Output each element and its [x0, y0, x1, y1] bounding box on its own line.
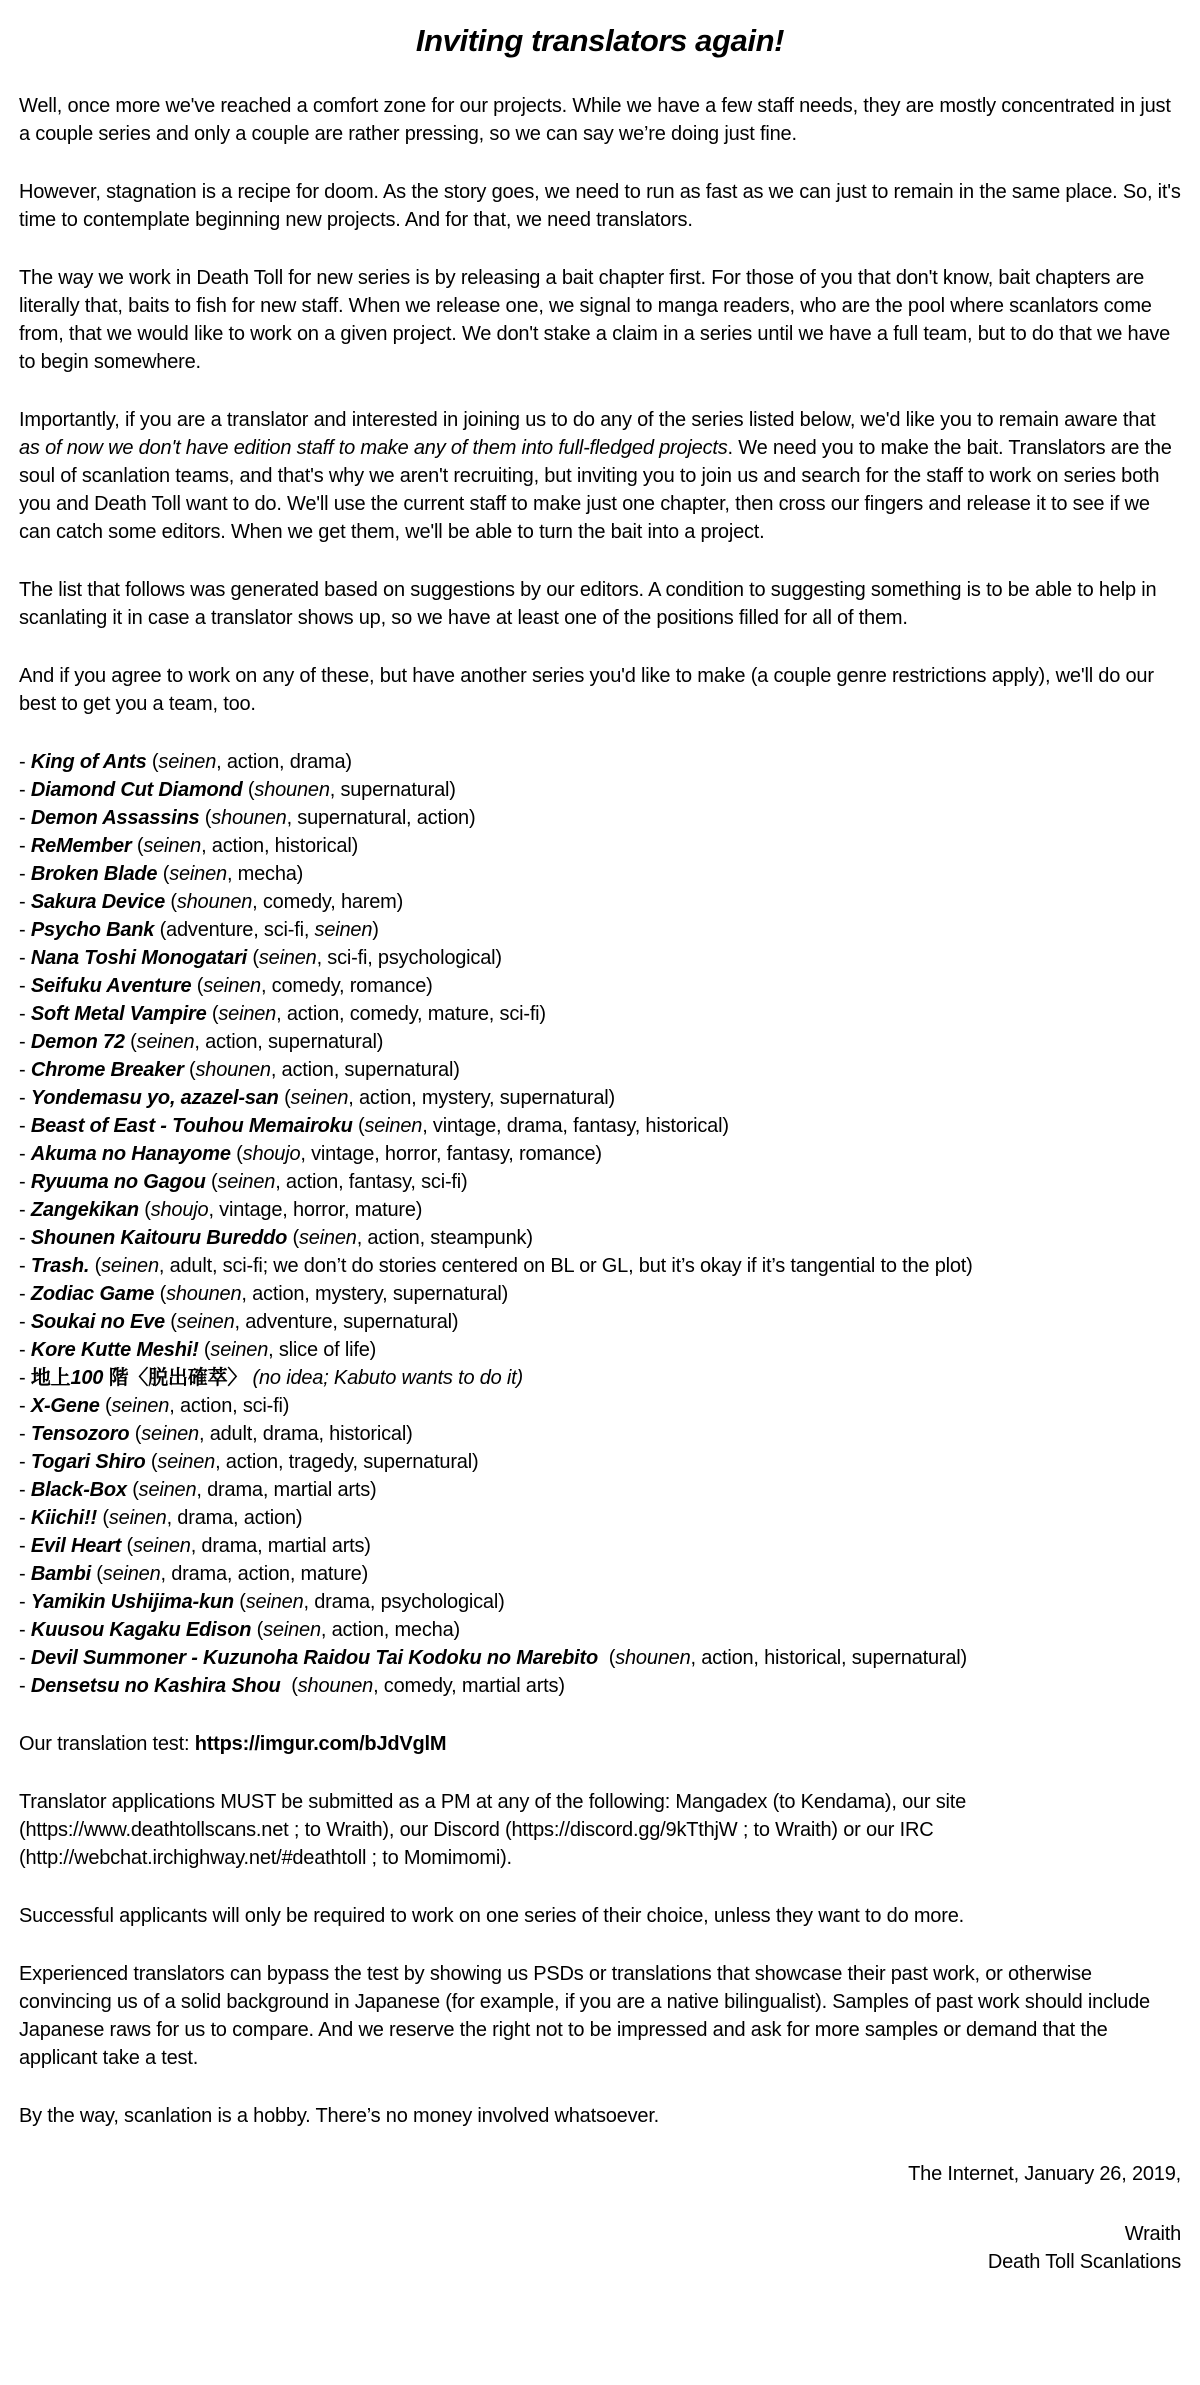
series-list-item: - Evil Heart (seinen, drama, martial arts)	[19, 1535, 371, 1557]
series-list-item: - Densetsu no Kashira Shou (shounen, comedy, martial arts)	[19, 1675, 565, 1697]
intro-paragraphs	[19, 92, 1181, 718]
paragraph: Our translation test: https://imgur.com/bJdVglM	[19, 1733, 447, 1755]
series-list-item: - Kiichi!! (seinen, drama, action)	[19, 1507, 303, 1529]
paragraph: Importantly, if you are a translator and interested in joining us to do any of the series listed below, we'd like you to remain aware that as of now we don't have edition staff to make any of them into full-fledged projects. We need you to make the bait. Translators are the soul of scanlation teams, and that's why we aren't recruiting, but inviting you to join us and search for the staff to work on series both you and Death Toll want to do. We'll use the current staff to make just one chapter, then cross our fingers and release it to see if we can catch some editors. When we get them, we'll be able to turn the bait into a project.	[19, 409, 1172, 543]
series-list-item: - Akuma no Hanayome (shoujo, vintage, horror, fantasy, romance)	[19, 1143, 602, 1165]
series-list-item: - Trash. (seinen, adult, sci-fi; we don’t do stories centered on BL or GL, but it’s okay if it’s tangential to the plot)	[19, 1255, 973, 1277]
paragraph: However, stagnation is a recipe for doom. As the story goes, we need to run as fast as we can just to remain in the same place. So, it's time to contemplate beginning new projects. And for that, we need translators.	[19, 181, 1181, 231]
series-list-item: - King of Ants (seinen, action, drama)	[19, 751, 352, 773]
series-list-item: - Chrome Breaker (shounen, action, supernatural)	[19, 1059, 460, 1081]
series-list-item: - Ryuuma no Gagou (seinen, action, fantasy, sci-fi)	[19, 1171, 468, 1193]
series-list-item: - Demon 72 (seinen, action, supernatural)	[19, 1031, 384, 1053]
series-list-item: - Diamond Cut Diamond (shounen, supernatural)	[19, 779, 456, 801]
series-list-item: - Seifuku Aventure (seinen, comedy, romance)	[19, 975, 433, 997]
paragraph: The list that follows was generated based on suggestions by our editors. A condition to suggesting something is to be able to help in scanlating it in case a translator shows up, so we have at least one of the positions filled for all of them.	[19, 579, 1157, 629]
signature-block	[19, 2160, 1181, 2276]
series-list-item: - Broken Blade (seinen, mecha)	[19, 863, 304, 885]
outro-paragraphs	[19, 1730, 1181, 2130]
series-list-item: - Yondemasu yo, azazel-san (seinen, action, mystery, supernatural)	[19, 1087, 615, 1109]
series-list-item: - Psycho Bank (adventure, sci-fi, seinen)	[19, 919, 379, 941]
series-list-item: - Zangekikan (shoujo, vintage, horror, mature)	[19, 1199, 423, 1221]
series-list	[19, 748, 1181, 1700]
series-list-item: - Yamikin Ushijima-kun (seinen, drama, psychological)	[19, 1591, 505, 1613]
series-list-item: - Demon Assassins (shounen, supernatural, action)	[19, 807, 476, 829]
paragraph: Successful applicants will only be required to work on one series of their choice, unless they want to do more.	[19, 1905, 964, 1927]
paragraph: The way we work in Death Toll for new series is by releasing a bait chapter first. For those of you that don't know, bait chapters are literally that, baits to fish for new staff. When we release one, we signal to manga readers, who are the pool where scanlators come from, that we would like to work on a given project. We don't stake a claim in a series until we have a full team, but to do that we have to begin somewhere.	[19, 267, 1171, 373]
signature-name: Wraith	[1124, 2223, 1181, 2245]
series-list-item: - 地上100 階〈脱出確萃〉 (no idea; Kabuto wants to do it)	[19, 1367, 523, 1389]
series-list-item: - Togari Shiro (seinen, action, tragedy, supernatural)	[19, 1451, 479, 1473]
series-list-item: - Zodiac Game (shounen, action, mystery, supernatural)	[19, 1283, 509, 1305]
page-title: Inviting translators again!	[415, 23, 785, 58]
series-list-item: - Soukai no Eve (seinen, adventure, supernatural)	[19, 1311, 459, 1333]
series-list-item: - Soft Metal Vampire (seinen, action, comedy, mature, sci-fi)	[19, 1003, 546, 1025]
series-list-item: - Devil Summoner - Kuzunoha Raidou Tai Kodoku no Marebito (shounen, action, historical, supernatural)	[19, 1647, 967, 1669]
paragraph: By the way, scanlation is a hobby. There’s no money involved whatsoever.	[19, 2105, 660, 2127]
paragraph: Translator applications MUST be submitted as a PM at any of the following: Mangadex (to Kendama), our site (https://www.deathtollscans.net ; to Wraith), our Discord (https://discord.gg/9kTthjW ; to Wraith) or our IRC (http://webchat.irchighway.net/#deathtoll ; to Momimomi).	[19, 1791, 967, 1869]
signature-group: Death Toll Scanlations	[987, 2251, 1181, 2273]
series-list-item: - Black-Box (seinen, drama, martial arts)	[19, 1479, 377, 1501]
series-list-item: - Tensozoro (seinen, adult, drama, historical)	[19, 1423, 413, 1445]
paragraph: Well, once more we've reached a comfort zone for our projects. While we have a few staff needs, they are mostly concentrated in just a couple series and only a couple are rather pressing, so we can say we’re doing just fine.	[19, 95, 1171, 145]
series-list-item: - ReMember (seinen, action, historical)	[19, 835, 359, 857]
series-list-item: - Sakura Device (shounen, comedy, harem)	[19, 891, 404, 913]
paragraph: Experienced translators can bypass the test by showing us PSDs or translations that showcase their past work, or otherwise convincing us of a solid background in Japanese (for example, if you are a native bilingualist). Samples of past work should include Japanese raws for us to compare. And we reserve the right not to be impressed and ask for more samples or demand that the applicant take a test.	[19, 1963, 1150, 2069]
series-list-item: - Shounen Kaitouru Bureddo (seinen, action, steampunk)	[19, 1227, 533, 1249]
series-list-item: - Kuusou Kagaku Edison (seinen, action, mecha)	[19, 1619, 460, 1641]
paragraph: And if you agree to work on any of these, but have another series you'd like to make (a couple genre restrictions apply), we'll do our best to get you a team, too.	[19, 665, 1154, 715]
series-list-item: - Bambi (seinen, drama, action, mature)	[19, 1563, 369, 1585]
series-list-item: - Beast of East - Touhou Memairoku (seinen, vintage, drama, fantasy, historical)	[19, 1115, 729, 1137]
series-list-item: - Kore Kutte Meshi! (seinen, slice of life)	[19, 1339, 377, 1361]
signature-dateline: The Internet, January 26, 2019,	[908, 2163, 1181, 2185]
series-list-item: - X-Gene (seinen, action, sci-fi)	[19, 1395, 290, 1417]
series-list-item: - Nana Toshi Monogatari (seinen, sci-fi, psychological)	[19, 947, 502, 969]
